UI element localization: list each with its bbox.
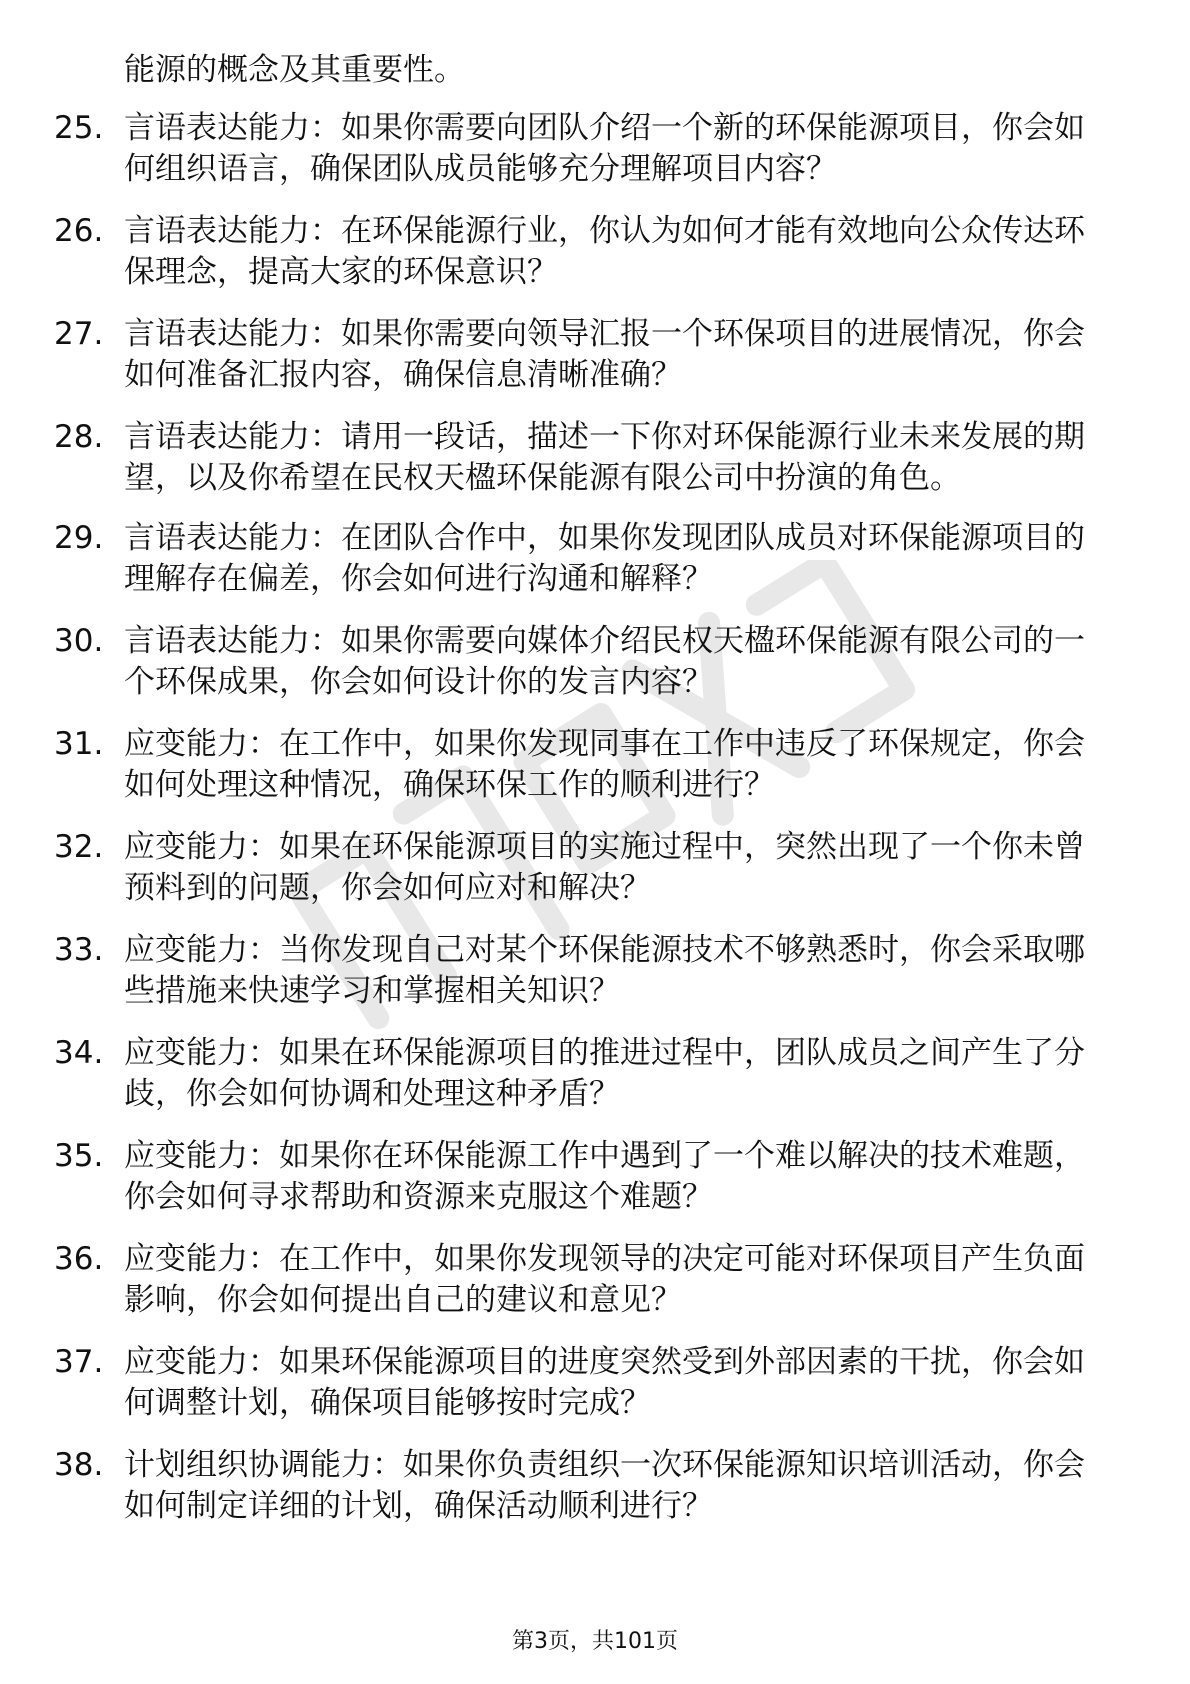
question-text: 言语表达能力：如果你需要向媒体介绍民权天楹环保能源有限公司的一个环保成果，你会如何设计你的发言内容？: [124, 623, 1085, 700]
question-item: [54, 930, 1114, 1012]
question-number: 33.: [54, 932, 104, 968]
question-number: 32.: [54, 829, 104, 865]
question-item: [54, 211, 1114, 293]
question-text: 应变能力：如果环保能源项目的进度突然受到外部因素的干扰，你会如何调整计划，确保项目能够按时完成？: [124, 1344, 1085, 1421]
question-item: [54, 1342, 1114, 1424]
question-item: [54, 518, 1114, 600]
question-item: [54, 1136, 1114, 1218]
question-item: [54, 1445, 1114, 1527]
question-number: 34.: [54, 1035, 104, 1071]
question-text: 应变能力：如果你在环保能源工作中遇到了一个难以解决的技术难题，你会如何寻求帮助和资源来克服这个难题？: [124, 1138, 1085, 1215]
question-number: 37.: [54, 1344, 104, 1380]
continuation-text: 能源的概念及其重要性。: [124, 52, 465, 88]
question-item: [54, 827, 1114, 909]
question-number: 25.: [54, 110, 104, 146]
question-text: 言语表达能力：在团队合作中，如果你发现团队成员对环保能源项目的理解存在偏差，你会如何进行沟通和解释？: [124, 520, 1085, 597]
question-text: 计划组织协调能力：如果你负责组织一次环保能源知识培训活动，你会如何制定详细的计划，确保活动顺利进行？: [124, 1447, 1085, 1524]
question-number: 36.: [54, 1241, 104, 1277]
question-item: [54, 108, 1114, 190]
question-text: 言语表达能力：如果你需要向团队介绍一个新的环保能源项目，你会如何组织语言，确保团队成员能够充分理解项目内容？: [124, 110, 1085, 187]
question-number: 29.: [54, 520, 104, 556]
question-item: [54, 314, 1114, 396]
question-text: 应变能力：如果在环保能源项目的实施过程中，突然出现了一个你未曾预料到的问题，你会如何应对和解决？: [124, 829, 1085, 906]
question-list: [54, 108, 1114, 1548]
question-text: 应变能力：在工作中，如果你发现同事在工作中违反了环保规定，你会如何处理这种情况，确保环保工作的顺利进行？: [124, 726, 1085, 803]
question-item: [54, 1033, 1114, 1115]
question-text: 应变能力：如果在环保能源项目的推进过程中，团队成员之间产生了分歧，你会如何协调和处理这种矛盾？: [124, 1035, 1085, 1112]
question-text: 应变能力：当你发现自己对某个环保能源技术不够熟悉时，你会采取哪些措施来快速学习和掌握相关知识？: [124, 932, 1085, 1009]
question-number: 27.: [54, 316, 104, 352]
question-item: [54, 1239, 1114, 1321]
question-text: 言语表达能力：请用一段话，描述一下你对环保能源行业未来发展的期望，以及你希望在民权天楹环保能源有限公司中扮演的角色。: [124, 419, 1085, 496]
question-item: [54, 724, 1114, 806]
question-number: 28.: [54, 419, 104, 455]
question-number: 26.: [54, 213, 104, 249]
page-footer: 第3页，共101页: [512, 1629, 678, 1654]
question-text: 应变能力：在工作中，如果你发现领导的决定可能对环保项目产生负面影响，你会如何提出自己的建议和意见？: [124, 1241, 1085, 1318]
question-number: 30.: [54, 623, 104, 659]
question-text: 言语表达能力：如果你需要向领导汇报一个环保项目的进展情况，你会如何准备汇报内容，确保信息清晰准确？: [124, 316, 1085, 393]
question-number: 31.: [54, 726, 104, 762]
question-number: 35.: [54, 1138, 104, 1174]
question-item: [54, 621, 1114, 703]
question-item: [54, 417, 1114, 499]
question-number: 38.: [54, 1447, 104, 1483]
question-text: 言语表达能力：在环保能源行业，你认为如何才能有效地向公众传达环保理念，提高大家的环保意识？: [124, 213, 1085, 290]
